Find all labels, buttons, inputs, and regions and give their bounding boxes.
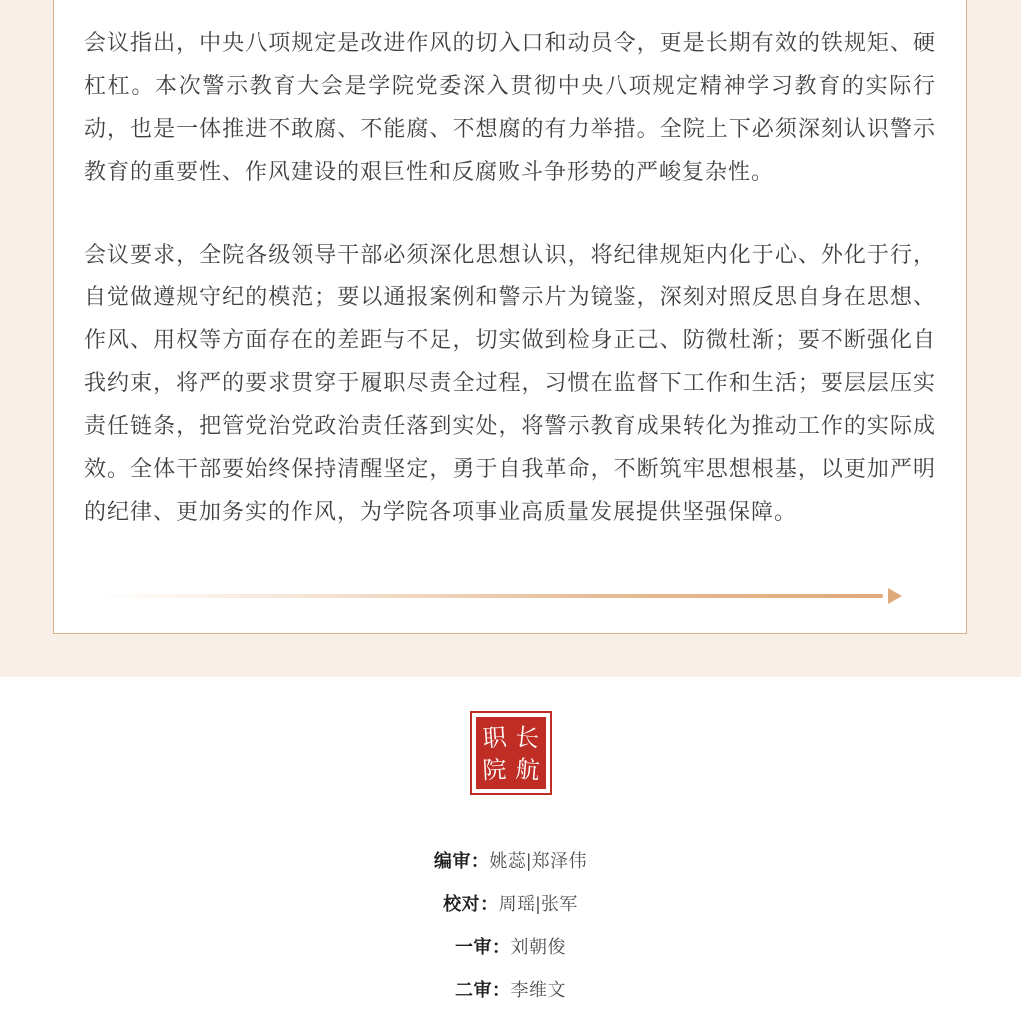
credit-row-first-review bbox=[0, 926, 1021, 969]
credit-label: 二审： bbox=[455, 980, 511, 1000]
credits-list bbox=[0, 840, 1021, 1012]
school-seal-logo bbox=[470, 711, 552, 795]
seal-stamp-face bbox=[476, 717, 546, 789]
credit-label: 一审： bbox=[455, 937, 511, 957]
credit-value: 刘朝俊 bbox=[510, 937, 566, 957]
seal-char-bottom-right: 航 bbox=[513, 754, 541, 785]
credit-row-editor bbox=[0, 840, 1021, 883]
seal-char-top-left: 职 bbox=[481, 723, 508, 753]
seal-char-bottom-left: 院 bbox=[481, 755, 507, 785]
credit-value: 姚蕊|郑泽伟 bbox=[489, 851, 588, 871]
article-paragraph: 会议指出，中央八项规定是改进作风的切入口和动员令，更是长期有效的铁规矩、硬杠杠。本次警示教育大会是学院党委深入贯彻中央八项规定精神学习教育的实际行动，也是一体推进不敢腐、不能腐、不想腐的有力举措。全院上下必须深刻认识警示教育的重要性、作风建设的艰巨性和反腐败斗争形势的严峻复杂性。 bbox=[84, 30, 936, 184]
article-paragraph: 会议要求，全院各级领导干部必须深化思想认识，将纪律规矩内化于心、外化于行，自觉做遵规守纪的模范；要以通报案例和警示片为镜鉴，深刻对照反思自身在思想、作风、用权等方面存在的差距与不足，切实做到检身正己、防微杜渐；要不断强化自我约束，将严的要求贯穿于履职尽责全过程，习惯在监督下工作和生活；要层层压实责任链条，把管党治党政治责任落到实处，将警示教育成果转化为推动工作的实际成效。全体干部要始终保持清醒坚定，勇于自我革命，不断筑牢思想根基，以更加严明的纪律、更加务实的作风，为学院各项事业高质量发展提供坚强保障。 bbox=[84, 241, 936, 524]
decorative-arrow-divider bbox=[96, 588, 902, 604]
credit-label: 编审： bbox=[433, 851, 490, 871]
credit-value: 李维文 bbox=[510, 980, 566, 1000]
article-card bbox=[53, 0, 967, 634]
article-footer bbox=[0, 677, 1021, 1012]
credit-label: 校对： bbox=[443, 894, 499, 914]
arrow-right-icon bbox=[888, 588, 902, 604]
seal-char-top-right: 长 bbox=[513, 722, 541, 754]
credit-value: 周瑶|张军 bbox=[498, 894, 578, 914]
credit-row-second-review bbox=[0, 969, 1021, 1012]
credit-row-proofreader bbox=[0, 883, 1021, 926]
arrow-line bbox=[96, 594, 883, 598]
